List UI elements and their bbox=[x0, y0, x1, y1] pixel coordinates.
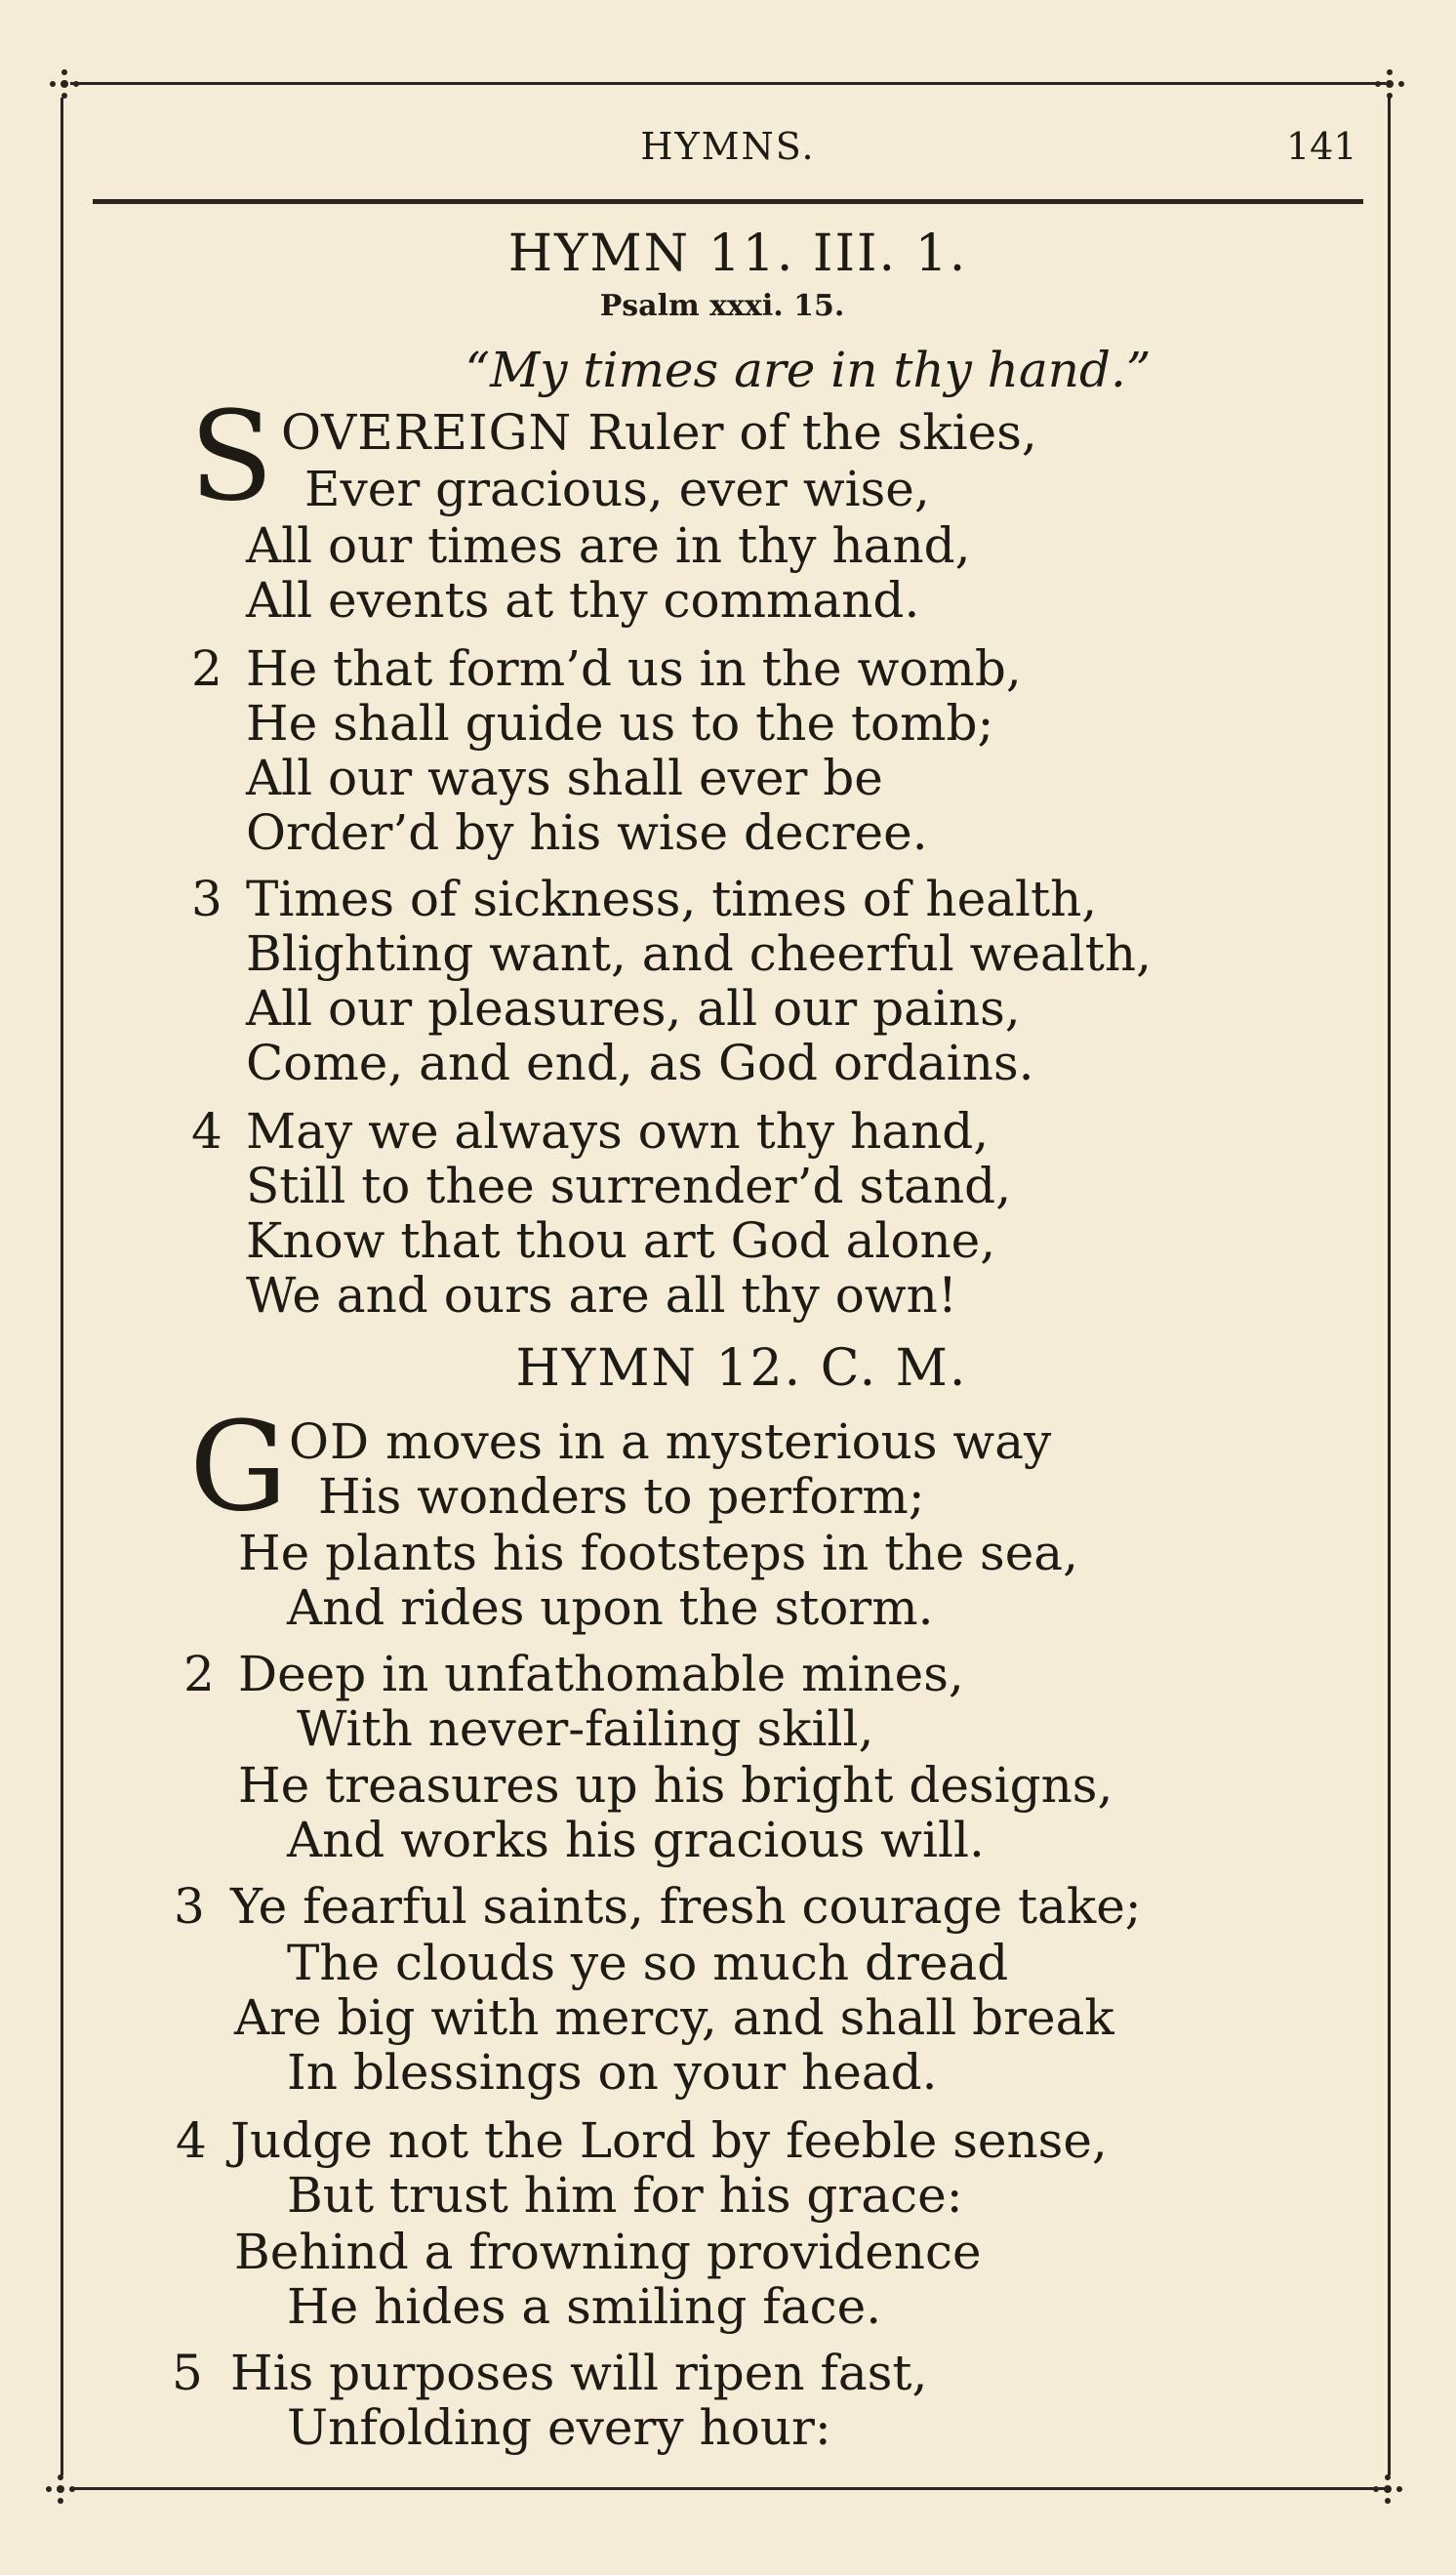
hymn-12-line: Ye fearful saints, fresh courage take; bbox=[230, 1878, 1142, 1935]
hymn-12-line: His wonders to perform; bbox=[318, 1468, 925, 1525]
hymn-12-line: With never-failing skill, bbox=[297, 1700, 874, 1757]
hymn-12-line: Unfolding every hour: bbox=[287, 2399, 831, 2456]
hymn-11-line: We and ours are all thy own! bbox=[246, 1267, 957, 1324]
hymn-12-line: And rides upon the storm. bbox=[287, 1579, 934, 1636]
hymn-11-title: HYMN 11. III. 1. bbox=[507, 225, 968, 283]
hymn-12-line: His purposes will ripen fast, bbox=[230, 2345, 928, 2401]
verse-number: 3 bbox=[174, 1878, 205, 1935]
corner-ornament-icon bbox=[1368, 2470, 1407, 2509]
hymn-12-line: Judge not the Lord by feeble sense, bbox=[230, 2112, 1108, 2169]
hymn-11-line: Order’d by his wise decree. bbox=[246, 804, 928, 861]
hymn-11-line: Ever gracious, ever wise, bbox=[304, 461, 930, 517]
hymn-12-line: He treasures up his bright designs, bbox=[238, 1757, 1113, 1814]
corner-ornament-icon bbox=[1370, 64, 1409, 103]
verse-number: 4 bbox=[176, 2112, 207, 2169]
right-border-rule bbox=[1388, 98, 1391, 2475]
running-title: HYMNS. bbox=[640, 125, 816, 168]
page-number: 141 bbox=[1286, 125, 1357, 168]
verse-number: 2 bbox=[191, 640, 222, 697]
hymn-12-line: He hides a smiling face. bbox=[287, 2278, 882, 2335]
corner-ornament-icon bbox=[41, 2470, 80, 2509]
verse-number: 5 bbox=[172, 2345, 203, 2401]
hymn-11-line: Times of sickness, times of health, bbox=[246, 871, 1098, 927]
hymn-12-line bbox=[289, 1413, 1052, 1470]
hymn-12-line: Behind a frowning providence bbox=[234, 2224, 982, 2280]
hymn-11-line: All events at thy command. bbox=[246, 572, 920, 629]
hymn-12-title: HYMN 12. C. M. bbox=[515, 1339, 968, 1398]
hymn-12-line: Are big with mercy, and shall break bbox=[234, 1989, 1114, 2046]
hymn-11-line: Still to thee surrender’d stand, bbox=[246, 1158, 1012, 1214]
hymn-12-line: Deep in unfathomable mines, bbox=[238, 1646, 964, 1702]
hymn-11-line: Come, and end, as God ordains. bbox=[246, 1035, 1034, 1091]
hymn-11-line: All our times are in thy hand, bbox=[246, 517, 971, 574]
hymn-11-line: All our ways shall ever be bbox=[246, 750, 883, 806]
verse-number: 3 bbox=[191, 871, 222, 927]
corner-ornament-icon bbox=[45, 64, 84, 103]
hymn-11-motto: “My times are in thy hand.” bbox=[465, 342, 1152, 398]
hymn-11-first-line-rest: Ruler of the skies, bbox=[572, 404, 1037, 461]
hymn-11-line: May we always own thy hand, bbox=[246, 1103, 990, 1160]
hymn-12-first-word: OD bbox=[289, 1413, 371, 1470]
hymn-11-drop-cap: S bbox=[189, 385, 274, 528]
hymn-12-line: But trust him for his grace: bbox=[287, 2167, 963, 2224]
hymn-11-line: Blighting want, and cheerful wealth, bbox=[246, 925, 1152, 982]
left-border-rule bbox=[61, 98, 63, 2475]
hymn-12-line: In blessings on your head. bbox=[287, 2044, 938, 2101]
hymn-11-psalm-reference: Psalm xxxi. 15. bbox=[599, 289, 845, 323]
hymn-12-drop-cap: G bbox=[189, 1395, 288, 1538]
hymn-11-line: He shall guide us to the tomb; bbox=[246, 695, 994, 752]
hymn-12-line: He plants his footsteps in the sea, bbox=[238, 1525, 1079, 1581]
verse-number: 4 bbox=[191, 1103, 222, 1160]
hymn-12-line: And works his gracious will. bbox=[287, 1812, 985, 1868]
bottom-border-rule bbox=[70, 2487, 1386, 2490]
hymn-12-first-line-rest: moves in a mysterious way bbox=[370, 1413, 1052, 1470]
hymn-11-line: He that form’d us in the womb, bbox=[246, 640, 1022, 697]
hymn-11-line: All our pleasures, all our pains, bbox=[246, 980, 1021, 1037]
header-rule bbox=[93, 199, 1363, 204]
hymn-11-line bbox=[281, 404, 1037, 461]
top-border-rule bbox=[70, 82, 1386, 85]
hymn-11-first-word: OVEREIGN bbox=[281, 404, 573, 461]
verse-number: 2 bbox=[183, 1646, 215, 1702]
hymn-11-line: Know that thou art God alone, bbox=[246, 1212, 996, 1269]
hymn-12-line: The clouds ye so much dread bbox=[287, 1935, 1009, 1991]
